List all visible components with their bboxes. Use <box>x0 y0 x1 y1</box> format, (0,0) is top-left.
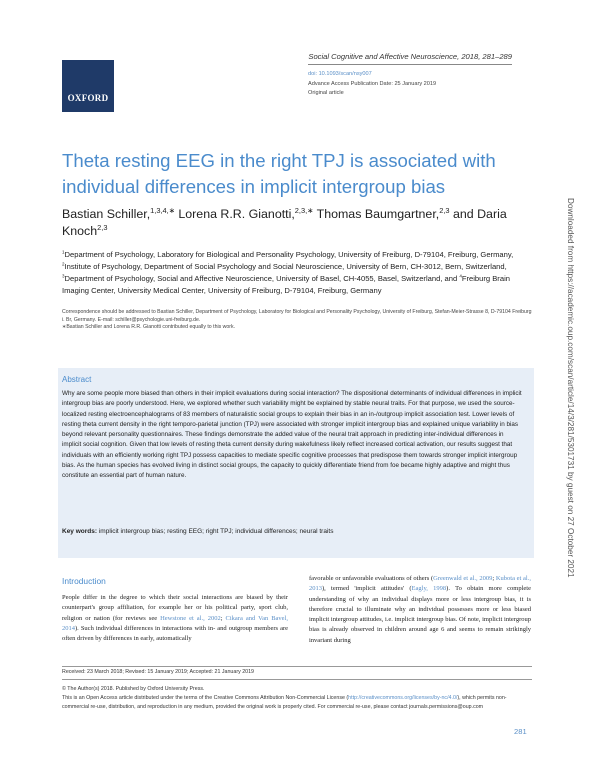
author-name: and Daria Knoch <box>62 207 507 238</box>
download-sidebar: Downloaded from https://academic.oup.com/scan/article/14/3/281/5301731 by guest on 27 October 2021 <box>566 198 575 578</box>
affiliation-text: Department of Psychology, Laboratory for Biological and Personality Psychology, University of Freiburg, D-79104, Freiburg, Germany, <box>64 250 514 259</box>
license-note <box>62 685 532 712</box>
paper-title: Theta resting EEG in the right TPJ is associated with individual differences in implicit intergroup bias <box>62 150 496 197</box>
footer-divider <box>62 666 532 667</box>
citation-link[interactable]: Greenwald et al., 2009 <box>433 575 493 582</box>
article-type: Original article <box>308 90 344 96</box>
author-affiliation-marker: 2,3 <box>439 205 450 215</box>
license-body: This is an Open Access article distributed under the terms of the Creative Commons Attribution Non-Commercial License ( <box>62 695 349 701</box>
body-text: ; <box>220 614 226 622</box>
body-text: favorable or unfavorable evaluations of others ( <box>309 575 434 582</box>
author-name: Lorena R.R. Gianotti, <box>174 207 295 221</box>
author-affiliation-marker: 1,3,4,∗ <box>150 205 175 215</box>
affiliation-marker: 1 <box>62 249 65 255</box>
body-text: ; <box>492 575 496 582</box>
page-number: 281 <box>514 727 527 736</box>
affiliation-text: Department of Psychology, Social and Affective Neuroscience, University of Basel, CH-4055, Basel, Switzerland, and <box>64 274 460 283</box>
footer-divider <box>62 679 532 680</box>
affiliations <box>62 249 532 297</box>
author-name: Thomas Baumgartner, <box>313 207 440 221</box>
correspondence-text: Correspondence should be addressed to Bastian Schiller, Department of Psychology, Laboratory for Biological and Personality Psychology, University of Freiburg, Stefan-Meier-Strasse 8, D-79104 Freiburg i. Br, Germany. E-mail: schiller@psychologie.uni-freiburg.de. <box>62 309 532 323</box>
license-link[interactable]: http://creativecommons.org/licenses/by-nc/4.0/ <box>348 695 458 701</box>
citation-link[interactable]: Cikara and Van Bavel, 2014 <box>62 614 288 632</box>
affiliation-marker: 2 <box>62 261 65 267</box>
keywords <box>62 528 524 535</box>
equal-contribution-note: ∗Bastian Schiller and Lorena R.R. Gianotti contributed equally to this work. <box>62 324 236 331</box>
affiliation-text: Freiburg Brain Imaging Center, University Medical Center, University of Freiburg, D-79104, Freiburg, Germany <box>62 274 510 295</box>
introduction-column-right <box>309 574 531 646</box>
advance-access-date: Advance Access Publication Date: 25 January 2019 <box>308 81 437 87</box>
keywords-label: Key words: <box>62 528 98 535</box>
body-text: People differ in the degree to which their social interactions are biased by their counterpart's group affiliation, for example her or his political party, sport club, religion or nation (for reviews see <box>62 594 288 622</box>
body-text: ). To obtain more complete understanding of why an individual displays more or less intergroup bias, it is therefore crucial to illuminate why an individual possesses more or less biased implicit intergroup attitudes, i.e. implicit intergroup bias. Of note, implicit intergroup bias is already observed in children around age 6 and seems to remain strikingly invariant during <box>309 585 531 644</box>
introduction-heading: Introduction <box>62 576 106 586</box>
citation-link[interactable]: Eagly, 1998 <box>411 585 447 593</box>
copyright-text: © The Author(s) 2018. Published by Oxford University Press. <box>62 686 205 692</box>
oxford-logo <box>62 60 114 112</box>
abstract-heading: Abstract <box>62 375 92 384</box>
received-dates: Received: 23 March 2018; Revised: 15 January 2019; Accepted: 21 January 2019 <box>62 669 254 675</box>
publisher-name: OXFORD <box>67 93 109 103</box>
citation-link[interactable]: Hewstone et al., 2002 <box>160 614 221 622</box>
header-divider <box>308 64 512 65</box>
body-text: ). Such individual differences in interactions with in- and outgroup members are often driven by differences in early, automatically <box>62 624 288 643</box>
doi-link[interactable]: doi: 10.1093/scan/nsy007 <box>308 71 372 77</box>
introduction-column-left <box>62 593 288 644</box>
author-affiliation-marker: 2,3 <box>97 222 108 232</box>
author-name: Bastian Schiller, <box>62 207 151 221</box>
citation-link[interactable]: Kubota et al., 2013 <box>309 575 531 593</box>
journal-citation: Social Cognitive and Affective Neuroscience, 2018, 281–289 <box>308 52 512 61</box>
abstract-text: Why are some people more biased than others in their implicit evaluations during social interaction? The dispositional determinants of individual differences in implicit intergroup bias are poorly understood. Here, we explored whether such variability might be explained by stable neural traits. For that purpose, we used the source-localized resting electroencephalograms of 83 members of naturalistic social groups to explain their bias in an in-/outgroup implicit association test. Lower levels of resting theta current density in the right temporo-parietal junction (TPJ) were associated with stronger implicit intergroup bias and explained unique variability in bias beyond relevant personality questionnaires. These findings demonstrate the added value of the neural trait approach in predicting inter-individual differences in implicit social cognition. Given that low levels of resting theta current density during wakefulness likely reflect increased cortical activation, our results suggest that individuals with an efficiently working right TPJ possess capacities to mediate specific cognitive processes that predispose them towards stronger implicit intergroup bias. As the human species has evolved living in distinct social groups, the capacity to quickly differentiate friend from foe became highly adaptive and might thus constitute an essential part of human nature. <box>62 390 522 480</box>
author-affiliation-marker: 2,3,∗ <box>294 205 314 215</box>
affiliation-text: Institute of Psychology, Department of Social Psychology and Social Neuroscience, University of Bern, CH-3012, Bern, Switzerland, <box>64 262 507 271</box>
license-body: ), which permits non-commercial re-use, distribution, and reproduction in any medium, provided the original work is properly cited. For commercial re-use, please contact journals.permissions@oup.com <box>62 695 507 710</box>
body-text: ), termed 'implicit attitudes' ( <box>322 585 412 593</box>
author-list <box>62 206 532 240</box>
license-text <box>62 694 532 712</box>
correspondence-note <box>62 309 532 332</box>
keywords-text: implicit intergroup bias; resting EEG; right TPJ; individual differences; neural traits <box>97 528 334 535</box>
affiliation-marker: 4 <box>459 273 462 279</box>
affiliation-marker: 3 <box>62 273 65 279</box>
